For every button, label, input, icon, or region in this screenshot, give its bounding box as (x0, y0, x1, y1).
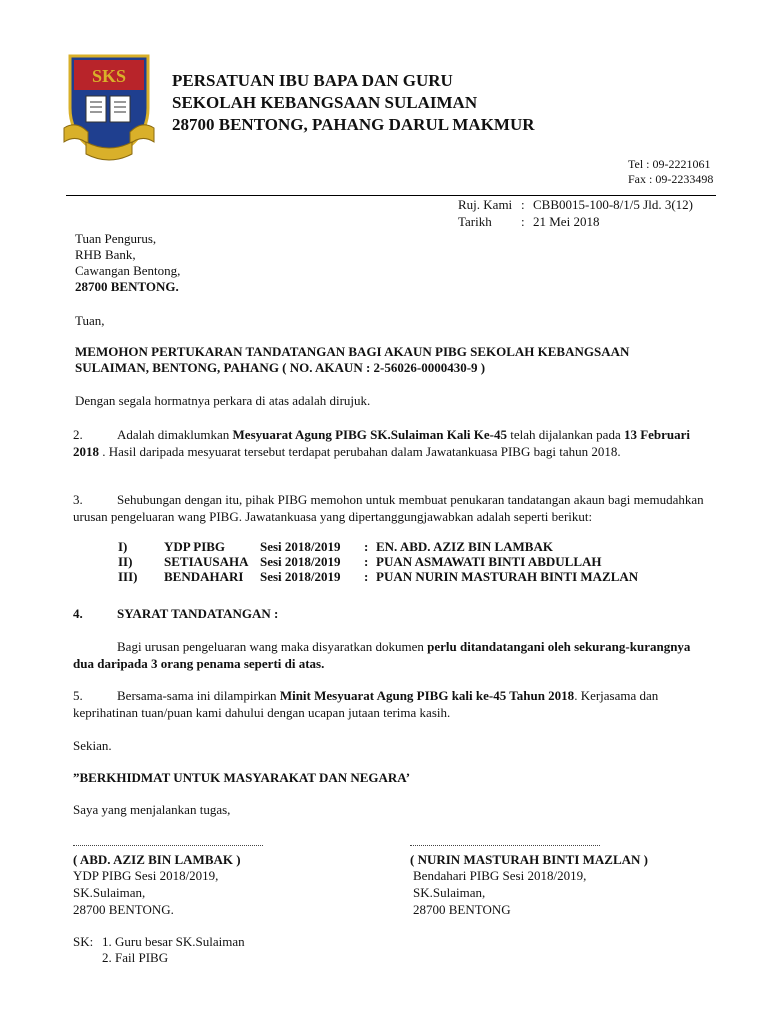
motto: ”BERKHIDMAT UNTUK MASYARAKAT DAN NEGARA’ (73, 770, 411, 785)
section-4-number: 4. (73, 606, 83, 621)
tarikh-separator: : (521, 214, 525, 229)
school-crest-icon (62, 50, 156, 168)
recipient-line-2: RHB Bank, (75, 247, 136, 262)
official-sesi: Sesi 2018/2019 (260, 554, 341, 569)
para-5-text-1: Bersama-sama ini dilampirkan (117, 688, 280, 703)
para-2-text-1: Adalah dimaklumkan (117, 427, 233, 442)
official-row (118, 569, 638, 584)
paragraph-5 (73, 687, 713, 721)
para-3-number: 3. (73, 492, 83, 507)
paragraph-3 (73, 491, 713, 525)
salutation: Tuan, (75, 313, 105, 328)
tarikh-value: 21 Mei 2018 (533, 214, 600, 229)
signoff: Saya yang menjalankan tugas, (73, 802, 231, 817)
para-2-text-3: . Hasil daripada mesyuarat tersebut terdapat perubahan dalam Jawatankuasa PIBG bagi tahun 2018. (99, 444, 621, 459)
official-number: I) (118, 539, 128, 554)
signatory-left-address: 28700 BENTONG. (73, 902, 174, 917)
official-role: SETIAUSAHA (164, 554, 249, 569)
signatory-right-title: Bendahari PIBG Sesi 2018/2019, (413, 868, 587, 883)
section-4-title: SYARAT TANDATANGAN : (117, 606, 279, 621)
cc-item-2: 2. Fail PIBG (102, 950, 169, 965)
para-4-condition: perlu ditandatangani oleh sekurang-kurangnya dua daripada 3 orang penama seperti di atas. (73, 639, 691, 671)
official-sesi: Sesi 2018/2019 (260, 569, 341, 584)
cc-item-1: 1. Guru besar SK.Sulaiman (102, 934, 245, 949)
header-line-2: SEKOLAH KEBANGSAAN SULAIMAN (172, 93, 478, 112)
para-2-meeting: Mesyuarat Agung PIBG SK.Sulaiman Kali Ke-45 (232, 427, 508, 442)
official-sesi: Sesi 2018/2019 (260, 539, 341, 554)
official-row (118, 554, 638, 569)
official-name: PUAN NURIN MASTURAH BINTI MAZLAN (376, 569, 639, 584)
signatory-right-name: ( NURIN MASTURAH BINTI MAZLAN ) (410, 852, 648, 867)
para-2-date: 13 Februari 2018 (73, 427, 691, 459)
official-name: EN. ABD. AZIZ BIN LAMBAK (376, 539, 553, 554)
subject-line-1: MEMOHON PERTUKARAN TANDATANGAN BAGI AKAUN PIBG SEKOLAH KEBANGSAAN (75, 344, 630, 359)
ruj-label: Ruj. Kami (458, 197, 513, 212)
header-line-3: 28700 BENTONG, PAHANG DARUL MAKMUR (172, 115, 535, 134)
para-5-minutes: Minit Mesyuarat Agung PIBG kali ke-45 Tahun 2018 (279, 688, 575, 703)
tel-number: Tel : 09-2221061 (628, 157, 711, 171)
school-logo (62, 50, 156, 168)
para-4-text: Bagi urusan pengeluaran wang maka disyaratkan dokumen (117, 639, 428, 654)
official-role: BENDAHARI (164, 569, 244, 584)
official-separator: : (364, 539, 369, 554)
official-name: PUAN ASMAWATI BINTI ABDULLAH (376, 554, 602, 569)
signatory-left-title: YDP PIBG Sesi 2018/2019, (73, 868, 219, 883)
signature-line-left (73, 845, 263, 846)
para-3-text: Sehubungan dengan itu, pihak PIBG memohon untuk membuat penukaran tandatangan akaun bagi memudahkan urusan pengeluaran wang PIBG. Jawatankuasa yang dipertanggungjawabkan adalah seperti berikut: (73, 492, 704, 524)
fax-number: Fax : 09-2233498 (628, 172, 714, 186)
signatory-left-school: SK.Sulaiman, (73, 885, 146, 900)
para-2-text-2: telah dijalankan pada (507, 427, 624, 442)
subject-line-2: SULAIMAN, BENTONG, PAHANG ( NO. AKAUN : 2-56026-0000430-9 ) (75, 360, 486, 375)
closing: Sekian. (73, 738, 112, 753)
tarikh-label: Tarikh (458, 214, 492, 229)
official-number: II) (118, 554, 133, 569)
official-number: III) (118, 569, 138, 584)
recipient-line-4: 28700 BENTONG. (75, 279, 179, 294)
officials-list (118, 539, 638, 584)
official-row (118, 539, 638, 554)
signatory-right-address: 28700 BENTONG (413, 902, 511, 917)
paragraph-4 (73, 638, 713, 672)
official-role: YDP PIBG (164, 539, 226, 554)
header-line-1: PERSATUAN IBU BAPA DAN GURU (172, 71, 453, 90)
para-2-number: 2. (73, 427, 83, 442)
para-5-number: 5. (73, 688, 83, 703)
intro-text: Dengan segala hormatnya perkara di atas adalah dirujuk. (75, 393, 371, 408)
signatory-right-school: SK.Sulaiman, (413, 885, 486, 900)
signatory-left-name: ( ABD. AZIZ BIN LAMBAK ) (73, 852, 241, 867)
recipient-line-3: Cawangan Bentong, (75, 263, 181, 278)
official-separator: : (364, 569, 369, 584)
recipient-line-1: Tuan Pengurus, (75, 231, 157, 246)
official-separator: : (364, 554, 369, 569)
logo-letters: SKS (91, 66, 127, 86)
para-5-text-2: . Kerjasama dan keprihatinan tuan/puan kami dahului dengan ucapan jutaan terima kasih. (73, 688, 659, 720)
ruj-value: CBB0015-100-8/1/5 Jld. 3(12) (533, 197, 693, 212)
cc-label: SK: (73, 934, 94, 949)
paragraph-2 (73, 426, 713, 460)
signature-line-right (410, 845, 600, 846)
ruj-separator: : (521, 197, 525, 212)
